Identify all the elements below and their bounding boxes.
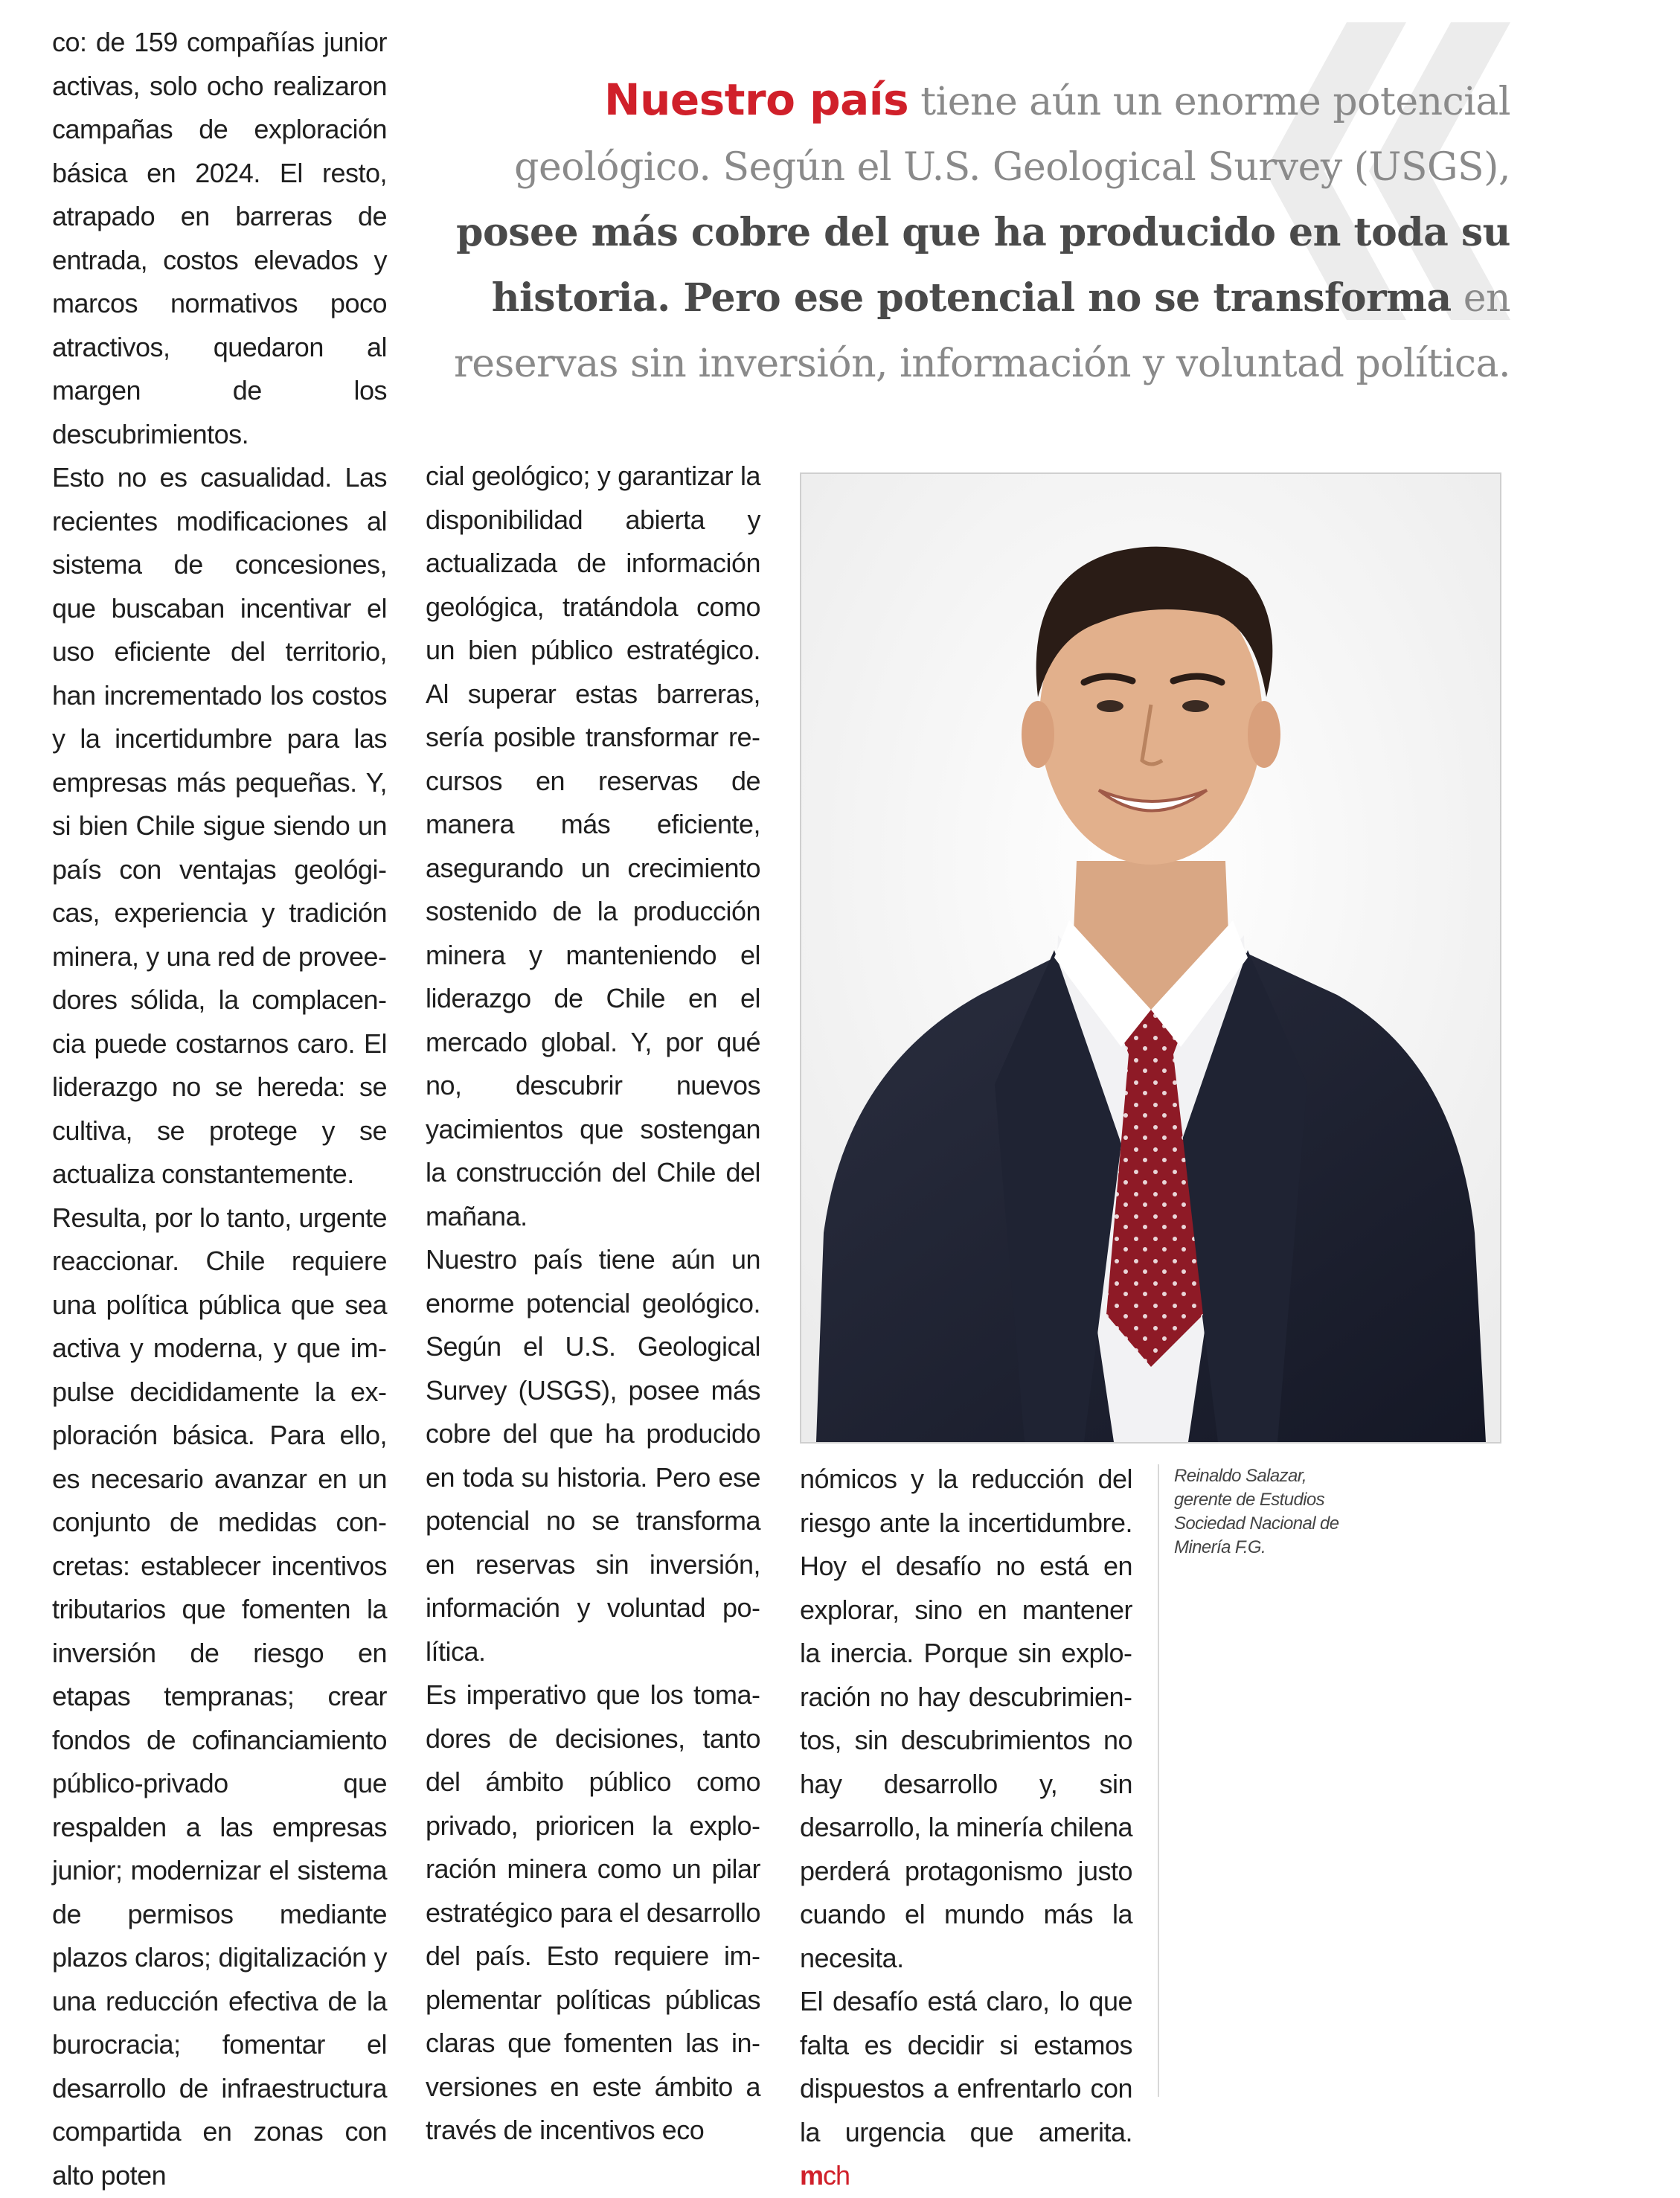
- pull-quote-emphasis: posee más cobre del que ha producido en toda su historia. Pero ese potencial no se transforma: [456, 210, 1510, 321]
- closing-sentence: El desafío está claro, lo que falta es decidir si estamos dispuestos a enfrentarlo con la urgencia que amerita.: [800, 1986, 1132, 2147]
- paragraph: Esto no es casualidad. Las recientes modificaciones al sistema de concesiones, que buscaban incentivar el uso eficiente del territorio, han incrementado los costos y la incertidumbre para las empresas más pequeñas. Y, si bien Chile sigue siendo un país con ventajas geológicas, experiencia y tradición minera, y una red de proveedores sólida, la complacencia puede costarnos caro. El liderazgo no se hereda: se cultiva, se protege y se actualiza constantemente.: [52, 462, 387, 1189]
- mch-logo-ch: ch: [823, 2160, 850, 2191]
- paragraph: co: de 159 compañías junior activas, solo ocho realizaron campañas de exploración básica en 2024. El resto, atrapado en barreras de entrada, costos elevados y marcos normativos poco atractivos, quedaron al margen de los descubrimientos.: [52, 27, 387, 449]
- caption-divider: [1158, 1464, 1159, 2097]
- paragraph: Es imperativo que los tomadores de decisiones, tanto del ámbito público como privado, prioricen la exploración minera como un pilar estratégico para el desarrollo del país. Esto requiere implementar políticas públicas claras que fomenten las inversiones en este ámbito a través de incentivos eco: [426, 1679, 760, 2145]
- article-column-1: [52, 21, 387, 2197]
- paragraph: [800, 1980, 1132, 2198]
- paragraph: cial geológico; y garantizar la disponibilidad abierta y actualizada de información geológica, tratándola como un bien público estratégico. Al superar estas barreras, sería posible transformar recursos en reservas de manera más eficiente, asegurando un crecimiento sostenido de la producción minera y manteniendo el liderazgo de Chile en el mercado global. Y, por qué no, descubrir nuevos yacimientos que sostengan la construcción del Chile del mañana.: [426, 461, 760, 1231]
- mch-logo-m: m: [800, 2160, 824, 2191]
- pull-quote: [417, 67, 1510, 397]
- person-portrait-icon: [801, 474, 1500, 1442]
- paragraph: nómicos y la reducción del riesgo ante la incertidumbre. Hoy el desafío no está en explorar, sino en mantener la inercia. Porque sin exploración no hay descubrimientos, sin descubrimientos no hay desarrollo y, sin desarrollo, la minería chilena perderá protagonismo justo cuando el mundo más la necesita.: [800, 1464, 1132, 1973]
- article-column-3: [800, 1458, 1132, 2198]
- pull-quote-text-end: en reservas sin inversión, información y voluntad política.: [453, 276, 1510, 386]
- portrait-photo: [800, 472, 1501, 1444]
- caption-line: gerente de Estudios: [1174, 1490, 1325, 1510]
- article-column-2: [426, 455, 760, 2153]
- caption-line: Reinaldo Salazar,: [1174, 1466, 1307, 1486]
- pull-quote-text: tiene aún un enorme potencial geológico. Según el U.S. Geological Survey (USGS),: [514, 80, 1510, 190]
- photo-caption: [1174, 1464, 1368, 1560]
- paragraph: Nuestro país tiene aún un enorme potencial geológico. Según el U.S. Geological Survey (USGS), posee más cobre del que ha producido en toda su historia. Pero ese potencial no se transforma en reservas sin inversión, información y voluntad política.: [426, 1244, 760, 1667]
- caption-line: Minería F.G.: [1174, 1537, 1266, 1557]
- paragraph: Resulta, por lo tanto, urgente reaccionar. Chile requiere una política pública que sea activa y moderna, y que impulse decididamente la exploración básica. Para ello, es necesario avanzar en un conjunto de medidas concretas: establecer incentivos tributarios que fomenten la inversión de riesgo en etapas tempranas; crear fondos de cofinanciamiento público-privado que respalden a las empresas junior; modernizar el sistema de permisos mediante plazos claros; digitalización y una reducción efectiva de la burocracia; fomentar el desarrollo de infraestructura compartida en zonas con alto poten: [52, 1202, 387, 2191]
- pull-quote-lead: Nuestro país: [604, 74, 909, 125]
- mch-signoff-logo: [800, 2160, 850, 2191]
- caption-line: Sociedad Nacional de: [1174, 1513, 1339, 1534]
